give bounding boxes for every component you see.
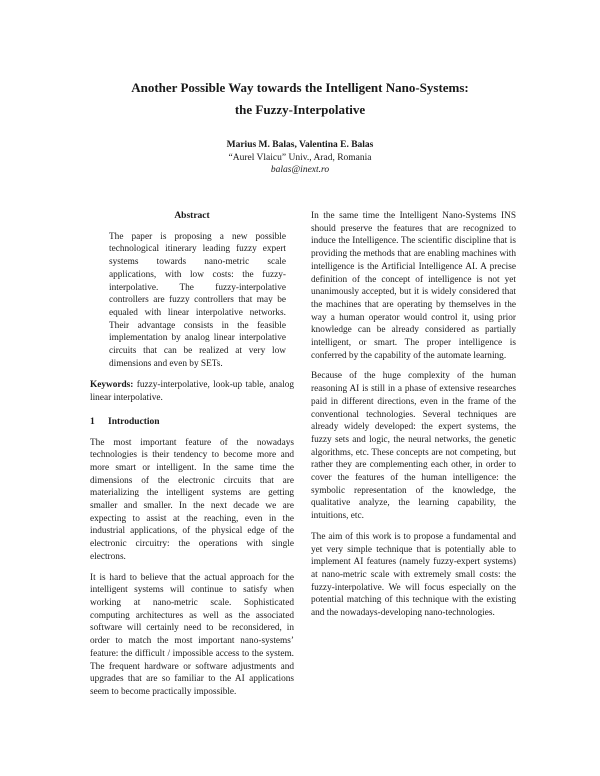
author-block	[0, 139, 600, 177]
section-heading-introduction	[90, 416, 294, 429]
paragraph: In the same time the Intelligent Nano-Systems INS should preserve the features that are recognized to induce the Intelligence. The scientific discipline that is providing the methods that are enabling machines with intelligence is the Artificial Intelligence AI. A precise definition of the concept of intelligence is not yet unanimously accepted, but it is widely considered that the machines that are operating by themselves in the way a human operator would control it, using prior knowledge can be already considered as partially intelligent, or smart. The proper intelligence is conferred by the capability of the automate learning.	[311, 211, 516, 361]
keywords-text: fuzzy-interpolative, look-up table, analog linear interpolative.	[90, 380, 294, 404]
section-title: Introduction	[108, 416, 160, 427]
paper-title	[0, 77, 600, 121]
author-affiliation: “Aurel Vlaicu” Univ., Arad, Romania	[228, 152, 372, 163]
keywords	[90, 379, 294, 404]
title-line-2: the Fuzzy-Interpolative	[234, 102, 366, 117]
paragraph: Because of the huge complexity of the human reasoning AI is still in a phase of extensive researches paid in different directions, even in the frame of the conventional technologies. Several techniques are already widely developed: the expert systems, the fuzzy sets and logic, the neural networks, the genetic algorithms, etc. These concepts are not competing, but rather they are complementing each other, in order to cover the features of the human intelligence: the symbolic representation of the knowledge, the qualitative analyze, the learning capability, the intuitions, etc.	[311, 371, 516, 522]
left-column	[90, 210, 294, 707]
paragraph: The most important feature of the nowadays technologies is their tendency to become more and more smart or intelligent. In the same time the dimensions of the electronic circuits that are materializing the intelligent systems are getting smaller and smaller. In the next decade we are expecting to assist at the reaching, even in the industrial applications, of the physical edge of the electronic circuitry: the operations with single electrons.	[90, 437, 294, 562]
section-number: 1	[90, 416, 95, 427]
abstract-heading: Abstract	[174, 211, 210, 221]
abstract-text: The paper is proposing a new possible technological itinerary leading fuzzy expert systems towards nano-metric scale applications, with low costs: the fuzzy-interpolative. The fuzzy-interpolative controllers are fuzzy controllers that may be equaled with linear interpolative networks. Their advantage consists in the feasible implementation by analog linear interpolative circuits that can be realized at very low dimensions and even by SETs.	[109, 231, 286, 369]
paragraph: It is hard to believe that the actual approach for the intelligent systems will continue to satisfy when working at nano-metric scale. Sophisticated computing architectures as well as the associated software will certainly need to be reconsidered, in order to match the most important nano-systems’ feature: the difficult / impossible access to the system. The frequent hardware or software adjustments and upgrades that are so familiar to the AI applications seem to become practically impossible.	[90, 572, 294, 697]
title-line-1: Another Possible Way towards the Intelligent Nano-Systems:	[131, 80, 469, 95]
keywords-label: Keywords:	[90, 380, 134, 391]
paragraph: The aim of this work is to propose a fundamental and yet very simple technique that is potentially able to implement AI features (namely fuzzy-expert systems) at nano-metric scale with extremely small costs: the fuzzy-interpolative. We will focus especially on the potential matching of this technique with the existing and the nowadays-developing nano-technologies.	[311, 531, 516, 619]
right-column	[311, 210, 516, 628]
author-names: Marius M. Balas, Valentina E. Balas	[226, 140, 374, 150]
author-email: balas@inext.ro	[270, 165, 330, 175]
